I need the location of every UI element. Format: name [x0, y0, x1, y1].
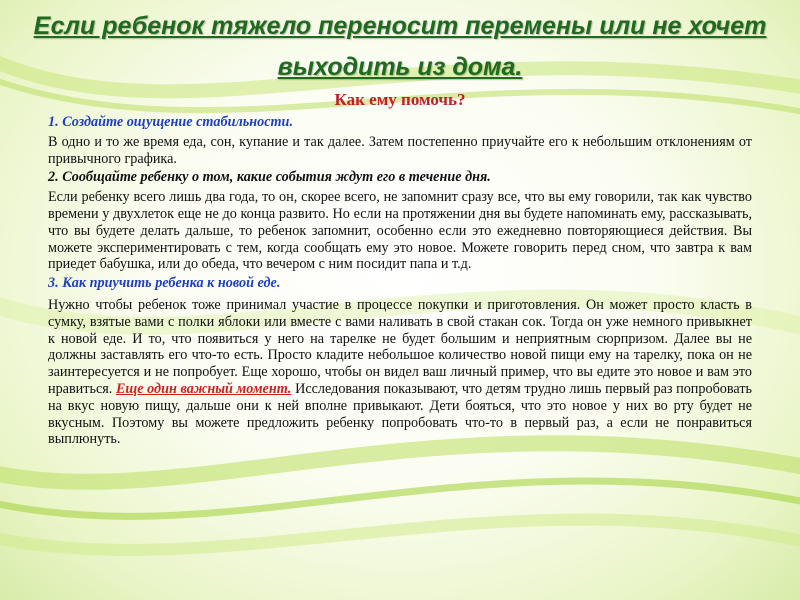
section-1-number: 1. — [48, 114, 59, 130]
section-1-heading — [48, 114, 752, 131]
section-1-body: В одно и то же время еда, сон, купание и так далее. Затем постепенно приучайте его к небольшим отклонениям от привычного графика. — [48, 133, 752, 167]
slide-title: Если ребенок тяжело переносит перемены или не хочет выходить из дома. — [33, 12, 767, 81]
section-3-body-main: Нужно чтобы ребенок тоже принимал участие в процессе покупки и приготовления. Он может просто класть в сумку, взятые вами с полки яблоки или вместе с вами наливать в свой стакан сок. Тогда он уже немного привыкнет к новой еде. И то, что появиться у него на тарелке не будет большим и неприятным сюрпризом. Далее вы не должны заставлять его что-то есть. Просто кладите небольшое количество новой пищи ему на тарелку, пока он не заинтересуется и не попробует. Еще хорошо, чтобы он видел ваш личный пример, что вы едите это новое и вам это нравиться. — [48, 296, 752, 397]
section-2-heading — [48, 169, 752, 186]
section-3-body — [48, 297, 752, 448]
section-3-heading-text: Как приучить ребенка к новой еде. — [62, 275, 281, 292]
section-1-heading-text: Создайте ощущение стабильности. — [62, 114, 293, 130]
slide-subtitle: Как ему помочь? — [334, 90, 466, 109]
section-2-body: Если ребенку всего лишь два года, то он, скорее всего, не запомнит сразу все, что вы ему говорили, так как чувство времени у двухлеток еще не до конца развито. Но если на протяжении дня вы будете напоминать ему, рассказывать, что вы будете делать дальше, то ребенок запомнит, особенно если это ежедневно повторяющиеся действия. Вы можете экспериментировать с тем, когда сообщать ему это новое. Можете говорить перед сном, что завтра к вам приедет бабушка, или до обеда, что вечером с ним посидит папа и т.д. — [48, 189, 752, 273]
important-note-link[interactable]: Еще один важный момент. — [115, 380, 292, 397]
slide-content — [48, 112, 752, 450]
section-2-heading-text: Сообщайте ребенку о том, какие события ждут его в течение дня. — [62, 169, 491, 186]
section-3-body-continued: Исследования показывают, что детям трудно лишь первый раз попробовать на вкус новую пищу, дальше они к ней вполне привыкают. Дети бояться, что это новое у них во рту будет не вкусным. Поэтому вы можете предложить ребенку попробовать что-то в первый раз, а если не понравиться выплюнуть. — [48, 380, 752, 448]
section-3-number: 3. — [48, 275, 59, 292]
section-2-number: 2. — [48, 169, 59, 186]
section-3-heading — [48, 275, 752, 292]
